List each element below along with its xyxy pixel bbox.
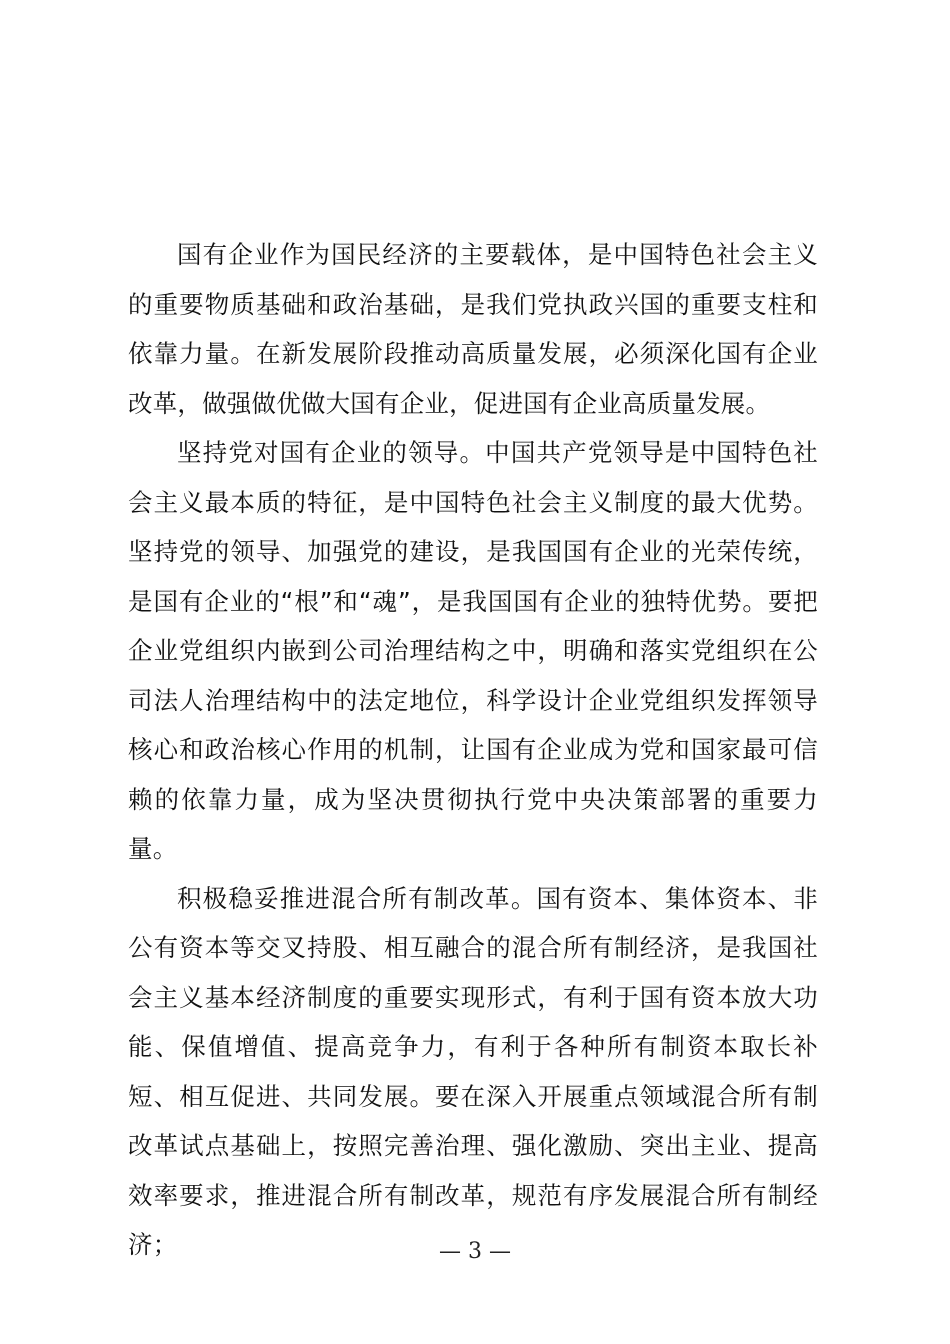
- paragraph-party-leadership: 坚持党对国有企业的领导。中国共产党领导是中国特色社会主义最本质的特征，是中国特色社会主义制度的最大优势。坚持党的领导、加强党的建设，是我国国有企业的光荣传统，是国有企业的“根”和“魂”，是我国国有企业的独特优势。要把企业党组织内嵌到公司治理结构之中，明确和落实党组织在公司法人治理结构中的法定地位，科学设计企业党组织发挥领导核心和政治核心作用的机制，让国有企业成为党和国家最可信赖的依靠力量，成为坚决贯彻执行党中央决策部署的重要力量。: [128, 438, 818, 863]
- paragraph-intro: 国有企业作为国民经济的主要载体，是中国特色社会主义的重要物质基础和政治基础，是我们党执政兴国的重要支柱和依靠力量。在新发展阶段推动高质量发展，必须深化国有企业改革，做强做优做大国有企业，促进国有企业高质量发展。: [128, 240, 818, 418]
- body-text: [128, 230, 818, 1270]
- page-number: — 3 —: [439, 1239, 511, 1264]
- paragraph-mixed-ownership: 积极稳妥推进混合所有制改革。国有资本、集体资本、非公有资本等交叉持股、相互融合的混合所有制经济，是我国社会主义基本经济制度的重要实现形式，有利于国有资本放大功能、保值增值、提高竞争力，有利于各种所有制资本取长补短、相互促进、共同发展。要在深入开展重点领域混合所有制改革试点基础上，按照完善治理、强化激励、突出主业、提高效率要求，推进混合所有制改革，规范有序发展混合所有制经济；: [128, 883, 818, 1259]
